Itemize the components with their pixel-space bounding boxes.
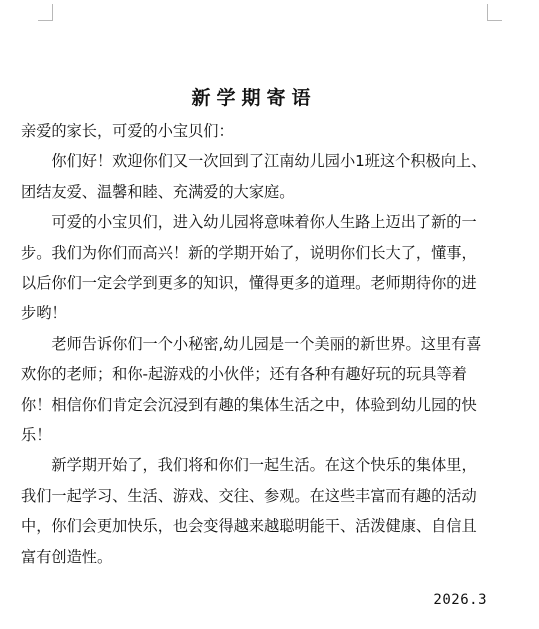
paragraph-new-term: 新学期开始了，我们将和你们一起生活。在这个快乐的集体里，我们一起学习、生活、游戏、交往、参观。在这些丰富而有趣的活动中，你们会更加快乐，也会变得越来越聪明能干、活泼健康、自信且富有创造性。 (21, 456, 477, 566)
document-date: 2026.3 (433, 592, 487, 608)
document-title: 新学期寄语 (191, 87, 317, 109)
document-body (21, 115, 489, 572)
paragraph-secret: 老师告诉你们一个小秘密,幼儿园是一个美丽的新世界。这里有喜欢你的老师；和你-起游戏的小伙伴；还有各种有趣好玩的玩具等着你！相信你们肯定会沉浸到有趣的集体生活之中，体验到幼儿园的快乐！ (21, 334, 482, 445)
greeting-line: 亲爱的家长，可爱的小宝贝们： (21, 122, 234, 140)
crop-mark-top-right (487, 4, 502, 21)
paragraph-new-step: 可爱的小宝贝们，进入幼儿园将意味着你人生路上迈出了新的一步。我们为你们而高兴！新的学期开始了，说明你们长大了，懂事，以后你们一定会学到更多的知识，懂得更多的道理。老师期待你的进步哟！ (21, 213, 477, 323)
paragraph-welcome: 你们好！欢迎你们又一次回到了江南幼儿园小1班这个积极向上、团结友爱、温馨和睦、充满爱的大家庭。 (21, 152, 487, 201)
crop-mark-top-left (38, 4, 53, 21)
